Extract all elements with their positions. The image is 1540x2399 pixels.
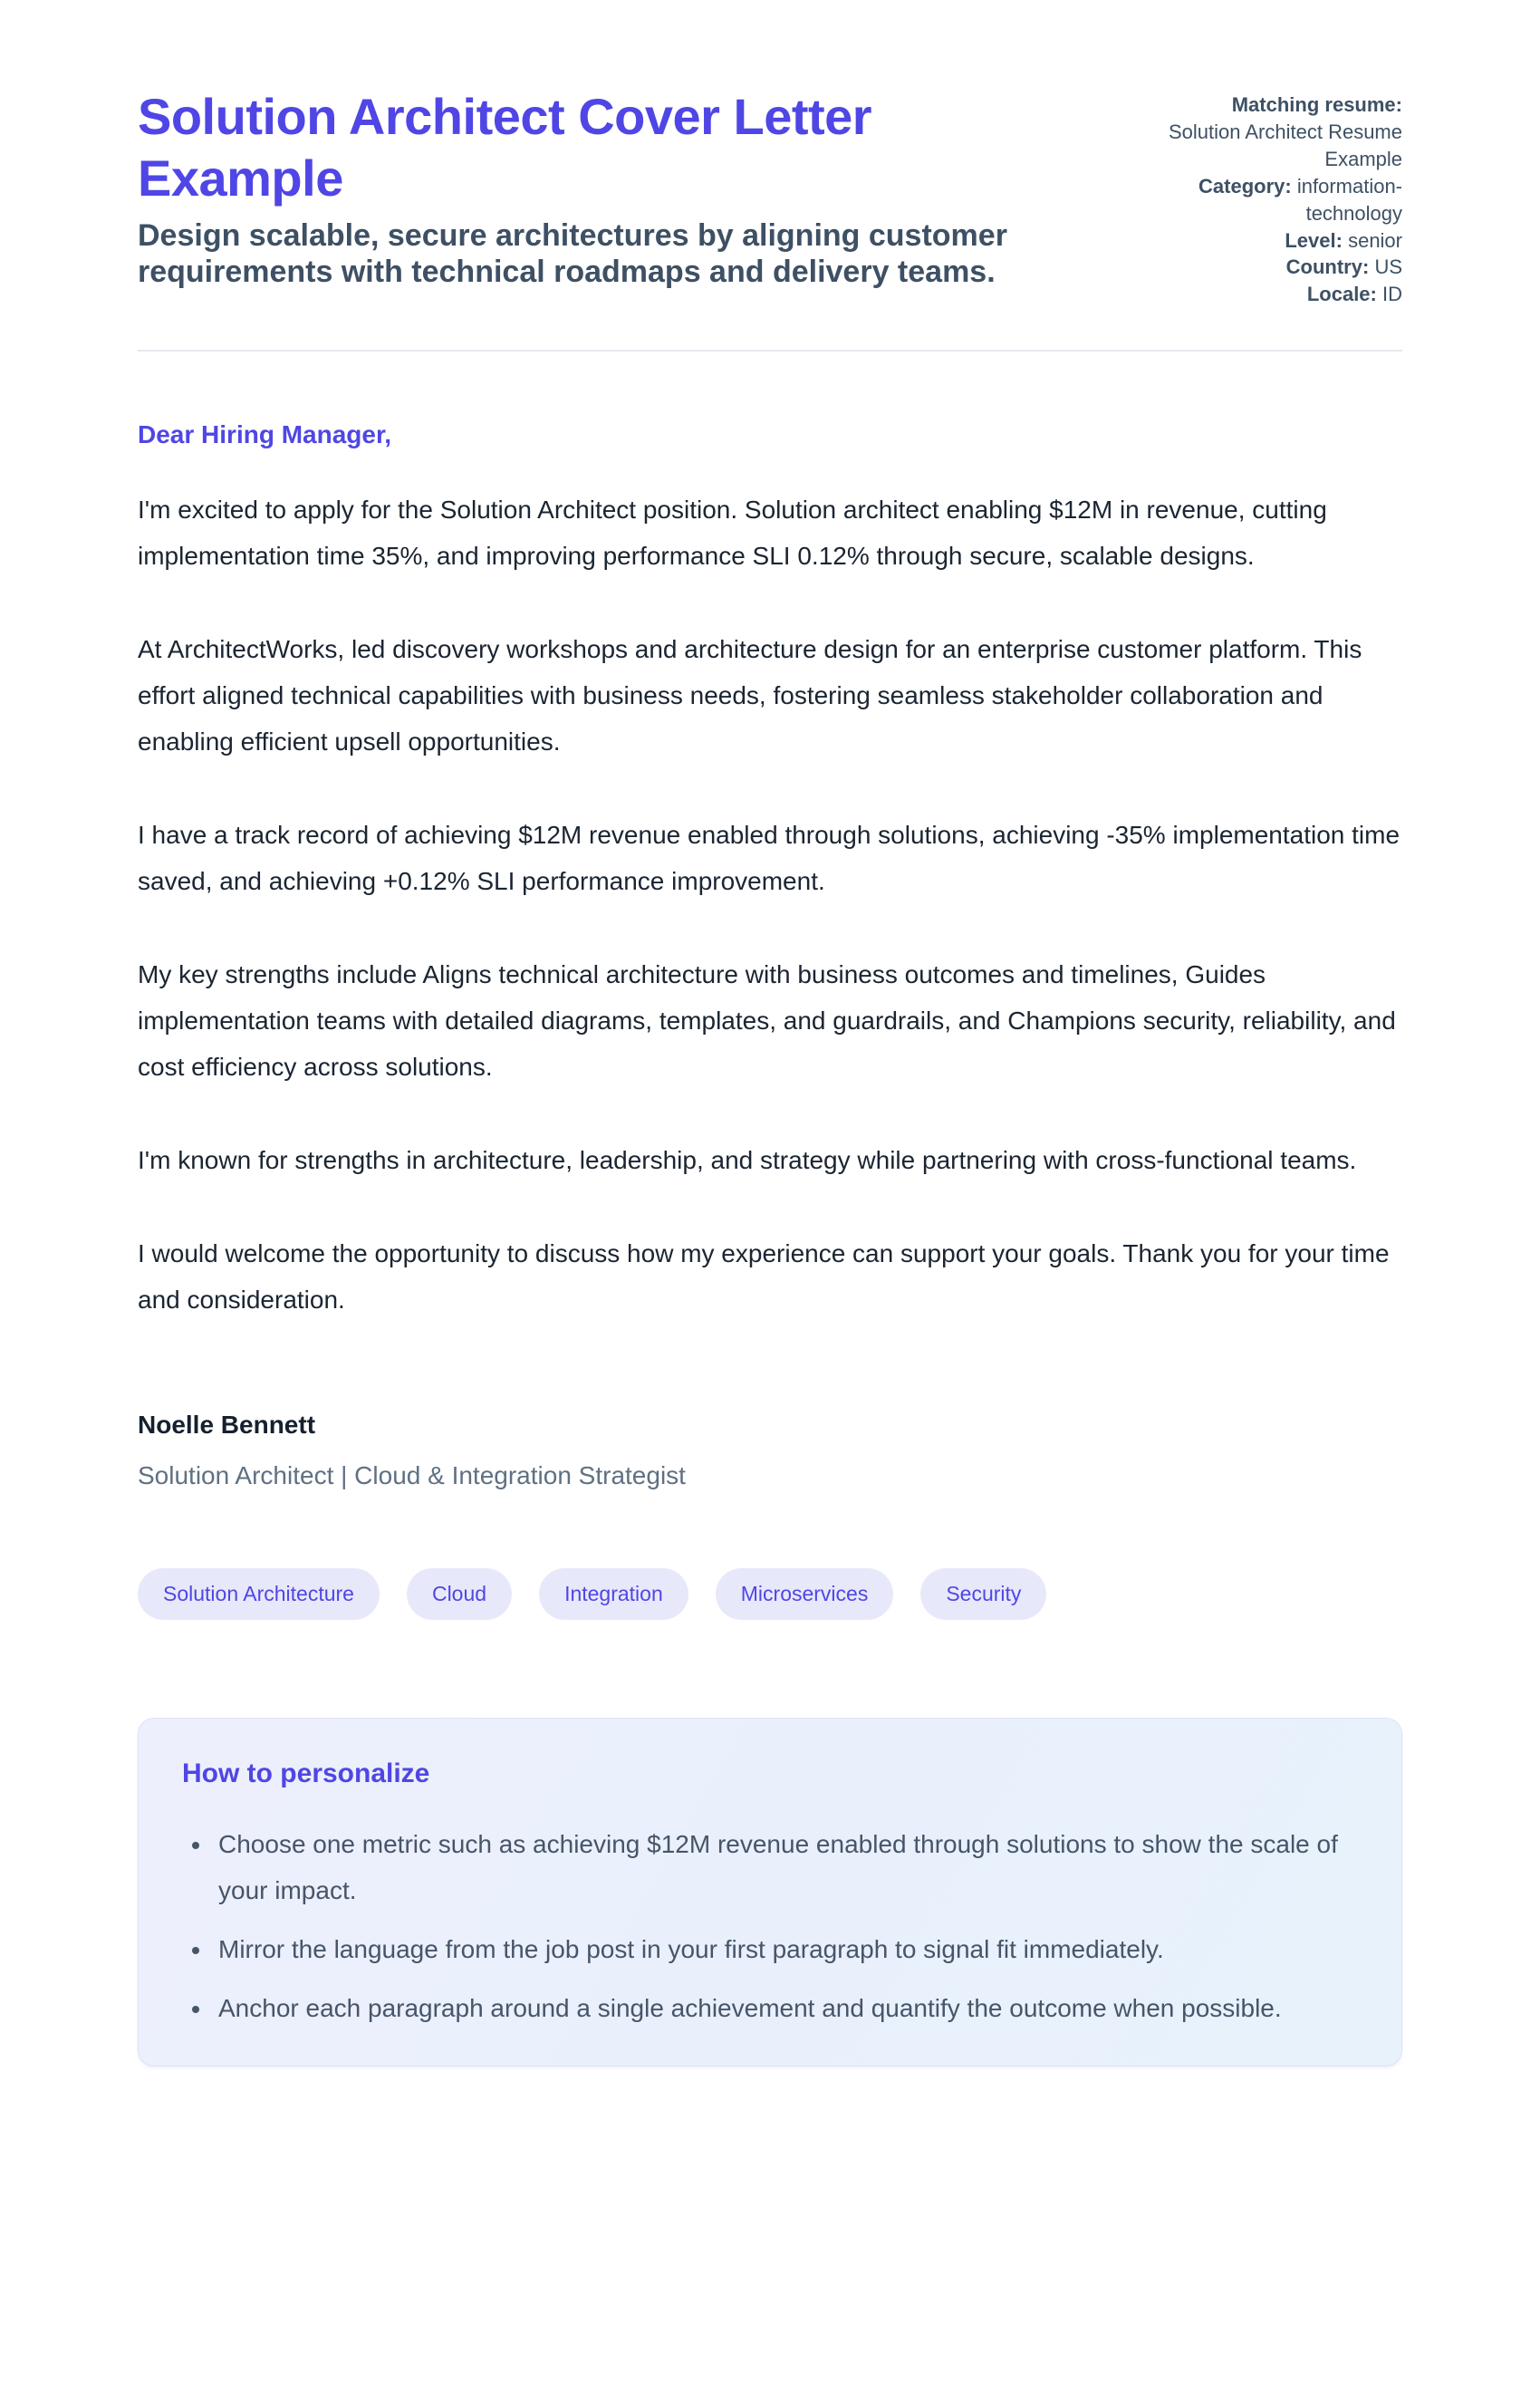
meta-value: ID [1382,283,1402,306]
personalize-tip-3: • Anchor each paragraph around a single achievement and quantify the outcome when possible. [213,1986,1358,2032]
personalize-tip-list [182,1822,1358,2032]
greeting: Dear Hiring Manager, [138,420,392,449]
tag-cloud[interactable]: Cloud [407,1568,512,1620]
tag-solution-architecture[interactable]: Solution Architecture [138,1568,380,1620]
meta-country [1162,254,1402,281]
cover-letter-body [138,420,1402,1619]
personalize-box [138,1718,1402,2067]
meta-label: Level: [1285,228,1343,252]
letter-paragraph-3: I have a track record of achieving $12M revenue enabled through solutions, achieving -35% implementation time saved, and achieving +0.12% SLI performance improvement. [138,821,1400,895]
meta-label: Category: [1198,174,1292,198]
signature-block [138,1411,1402,1490]
meta-value: Solution Architect Resume Example [1168,120,1402,170]
page-subtitle: Design scalable, secure architectures by aligning customer requirements with technical roadmaps and delivery teams. [138,217,1007,289]
tag-microservices[interactable]: Microservices [716,1568,894,1620]
personalize-tip-2: • Mirror the language from the job post in your first paragraph to signal fit immediately. [213,1927,1358,1973]
meta-panel [1162,86,1402,308]
header [138,86,1402,308]
tag-integration[interactable]: Integration [539,1568,688,1620]
divider [138,350,1402,352]
header-text-block [138,86,1062,290]
personalize-heading: How to personalize [182,1758,430,1788]
meta-value: information-technology [1296,174,1402,225]
meta-value: US [1374,255,1402,279]
meta-label: Matching resume: [1231,93,1402,116]
signature-role: Solution Architect | Cloud & Integration Strategist [138,1460,686,1489]
page-title: Solution Architect Cover Letter Example [138,88,872,207]
meta-matching-resume [1162,92,1402,173]
meta-value: senior [1348,228,1402,252]
tag-security[interactable]: Security [920,1568,1046,1620]
letter-paragraph-1: I'm excited to apply for the Solution Architect position. Solution architect enabling $12M in revenue, cutting implementation time 35%, and improving performance SLI 0.12% through secure, scalable designs. [138,496,1327,571]
meta-category [1162,173,1402,227]
tag-list [138,1568,1402,1620]
letter-paragraph-4: My key strengths include Aligns technical architecture with business outcomes and timelines, Guides implementation teams with detailed diagrams, templates, and guardrails, and Champions security, reliability, and cost efficiency across solutions. [138,959,1396,1081]
personalize-tip-1: • Choose one metric such as achieving $12M revenue enabled through solutions to show the scale of your impact. [213,1822,1358,1914]
signature-name: Noelle Bennett [138,1410,316,1439]
meta-label: Locale: [1306,283,1377,306]
meta-label: Country: [1285,255,1370,279]
meta-level [1162,227,1402,255]
letter-paragraph-6: I would welcome the opportunity to discuss how my experience can support your goals. Thank you for your time and consideration. [138,1238,1390,1314]
letter-paragraph-5: I'm known for strengths in architecture, leadership, and strategy while partnering with cross-functional teams. [138,1145,1357,1174]
meta-locale [1162,281,1402,308]
letter-paragraph-2: At ArchitectWorks, led discovery workshops and architecture design for an enterprise customer platform. This effort aligned technical capabilities with business needs, fostering seamless stakeholder collaboration and enabling efficient upsell opportunities. [138,635,1362,756]
